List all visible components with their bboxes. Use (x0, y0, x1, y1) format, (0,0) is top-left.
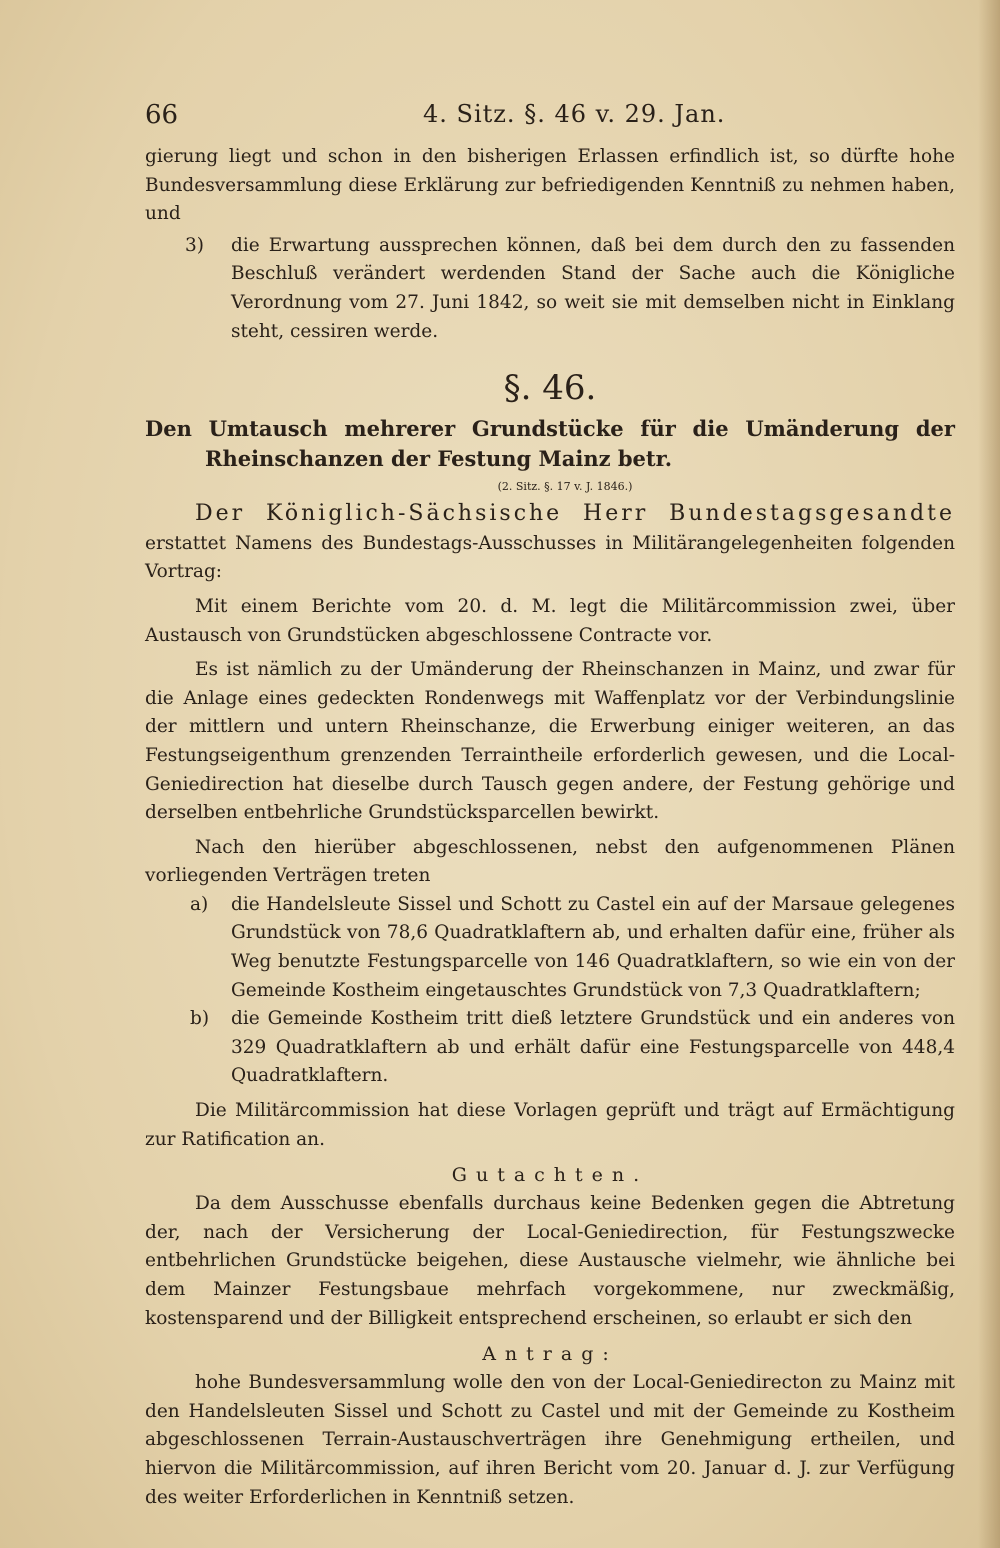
paragraph: Die Militärcommission hat diese Vorlagen geprüft und trägt auf Ermächtigung zur Ratification an. (145, 1100, 955, 1150)
section-number: §. 46. (503, 368, 597, 409)
section-title: Den Umtausch mehrerer Grundstücke für die Umänderung der Rheinschanzen der Festung Mainz betr. (145, 416, 955, 472)
paragraph: Es ist nämlich zu der Umänderung der Rheinschanzen in Mainz, und zwar für die Anlage eines gedeckten Rondenwegs mit Waffenplatz vor der Verbindungslinie der mittlern und untern Rheinschanze, die Erwerbung einiger weiteren, an das Festungseigenthum grenzenden Terraintheile erforderlich gewesen, und die Local-Geniedirection hat dieselbe durch Tausch gegen andere, der Festung gehörige und derselben entbehrliche Grundstücksparcellen bewirkt. (145, 659, 955, 824)
page-number: 66 (145, 100, 179, 130)
section-reference: (2. Sitz. §. 17 v. J. 1846.) (497, 480, 633, 494)
page-body (145, 143, 955, 1512)
paragraph: hohe Bundesversammlung wolle den von der Local-Geniedirecton zu Mainz mit den Handelsleuten Sissel und Schott zu Castel und mit der Gemeinde zu Kostheim abgeschlossenen Terrain-Austauschverträgen ihre Genehmigung ertheilen, und hiervon die Militärcommission, auf ihren Bericht vom 20. Januar d. J. zur Verfügung des weiter Erforderlichen in Kenntniß setzen. (145, 1372, 955, 1508)
paragraph: Nach den hierüber abgeschlossenen, nebst den aufgenommenen Plänen vorliegenden Verträgen treten (145, 836, 955, 887)
speaker-rest: erstattet Namens des Bundestags-Ausschusses in Militärangelegenheiten folgenden Vortrag: (145, 532, 955, 583)
list-item-a (145, 891, 955, 1005)
intro-paragraph: gierung liegt und schon in den bisherigen Erlassen erfindlich ist, so dürfte hohe Bundesversammlung diese Erklärung zur befriedigenden Kenntniß zu nehmen haben, und (145, 146, 955, 225)
paragraph: Mit einem Berichte vom 20. d. M. legt die Militärcommission zwei, über Austausch von Grundstücken abgeschlossene Contracte vor. (145, 595, 955, 646)
speaker-name: Der Königlich-Sächsische Herr Bundestagsgesandte (195, 501, 955, 527)
list-item-label: a) (190, 893, 209, 915)
list-item-3 (145, 232, 955, 346)
page-edge-shadow (978, 0, 1000, 1548)
list-item-text: die Handelsleute Sissel und Schott zu Castel ein auf der Marsaue gelegenes Grundstück von 78,6 Quadratklaftern ab, und erhalten dafür eine, früher als Weg benutzte Festungsparcelle von 146 Quadratklaftern, so wie ein von der Gemeinde Kostheim eingetauschtes Grundstück von 7,3 Quadratklaftern; (231, 893, 955, 1001)
paragraph: Da dem Ausschusse ebenfalls durchaus keine Bedenken gegen die Abtretung der, nach der Versicherung der Local-Geniedirection, für Festungszwecke entbehrlichen Grundstücke beigehen, diese Austausche vielmehr, wie ähnliche bei dem Mainzer Festungsbaue mehrfach vorgekommene, nur zweckmäßig, kostensparend und der Billigkeit entsprechend erscheinen, so erlaubt er sich den (145, 1193, 955, 1329)
speaker-paragraph (145, 500, 955, 587)
running-head: 4. Sitz. §. 46 v. 29. Jan. (423, 100, 726, 128)
page-header (145, 100, 955, 140)
list-item-label: b) (190, 1008, 210, 1030)
list-item-text: die Gemeinde Kostheim tritt dieß letztere Grundstück und ein anderes von 329 Quadratklaftern ab und erhält dafür eine Festungsparcelle von 448,4 Quadratklaftern. (231, 1008, 955, 1087)
list-item-text: die Erwartung aussprechen können, daß bei dem durch den zu fassenden Beschluß verändert werdenden Stand der Sache auch die Königliche Verordnung vom 27. Juni 1842, so weit sie mit demselben nicht in Einklang steht, cessiren werde. (231, 234, 955, 342)
gutachten-heading: Gutachten. (451, 1164, 649, 1187)
antrag-heading: Antrag: (482, 1343, 618, 1366)
list-item-b (145, 1005, 955, 1091)
list-item-label: 3) (185, 234, 204, 256)
